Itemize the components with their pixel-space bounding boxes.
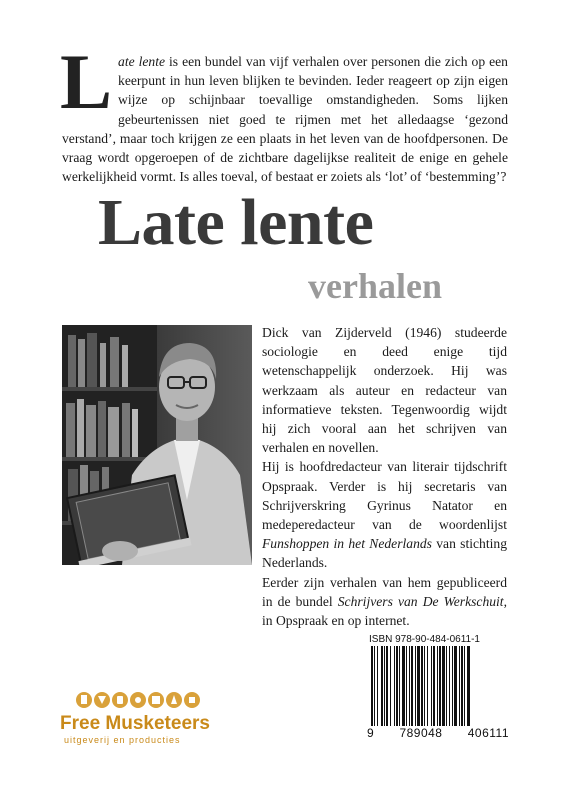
- bio-paragraph-2: [262, 457, 507, 572]
- book-title-inline: ate lente: [118, 54, 166, 69]
- publisher-tagline: uitgeverij en producties: [64, 735, 181, 745]
- barcode-digits-left: 789048: [399, 726, 443, 740]
- dropcap-letter: L: [60, 38, 113, 125]
- bio-paragraph-2-end: van stichting Nederlands.: [262, 536, 507, 571]
- bio-anthology-title: Schrijvers van De Werkschuit: [337, 593, 504, 609]
- blurb-text: is een bundel van vijf verhalen over personen die zich op een keerpunt in hun leven blijken te bevinden. Ieder reageert op zijn eigen wijze op schijnbaar toevallige omstandigheden. Soms lijken gebeurtenissen niet goed te rijmen met het alledaagse ‘gezond verstand’, maar toch krijgen ze een plaats in het leven van de hoofdpersonen. De vraag wordt opgeroepen of de zichtbare dagelijkse realiteit de enige en gehele werkelijkheid vormt. Is alles toeval, of bestaat er zoiets als ‘lot’ of ‘bestemming’?: [62, 54, 508, 185]
- book-title: Late lente: [98, 186, 374, 259]
- musketeer-icons: [76, 690, 206, 710]
- author-bio: [262, 323, 507, 630]
- bio-paragraph-3: [262, 573, 507, 631]
- bio-paragraph-3-end: , in Opspraak en op internet.: [262, 593, 507, 629]
- barcode-digits: [367, 726, 509, 740]
- isbn-label: ISBN 978-90-484-0611-1: [369, 634, 480, 645]
- bio-wordlist-title: Funshoppen in het Nederlands: [262, 536, 432, 552]
- barcode-digits-right: 406111: [467, 726, 509, 740]
- barcode-digit-prefix: 9: [367, 726, 375, 740]
- isbn-barcode: [367, 634, 509, 741]
- publisher-icons: [76, 690, 230, 710]
- bio-paragraph-2-text: Hij is hoofdredacteur van literair tijdschrift Opspraak. Verder is hij secretaris van Schrijverskring Gyrinus Natator en medeperedacteur van de woordenlijst: [262, 459, 507, 533]
- book-subtitle: verhalen: [308, 266, 442, 306]
- back-cover-blurb: [60, 38, 508, 186]
- author-photo: [62, 325, 252, 565]
- barcode-bars: [367, 646, 509, 728]
- bio-paragraph-1: Dick van Zijderveld (1946) studeerde sociologie en deed enige tijd wetenschappelijk onderzoek. Hij was werkzaam als auteur en redacteur van informatieve teksten. Tegenwoordig wijdt hij zich vooral aan het schrijven van verhalen en novellen.: [262, 325, 507, 456]
- author-photo-image: [62, 325, 252, 565]
- publisher-logo: [60, 690, 230, 750]
- bio-paragraph-3-text: Eerder zijn verhalen van hem gepubliceerd in de bundel: [262, 574, 507, 609]
- publisher-name: Free Musketeers: [60, 713, 210, 734]
